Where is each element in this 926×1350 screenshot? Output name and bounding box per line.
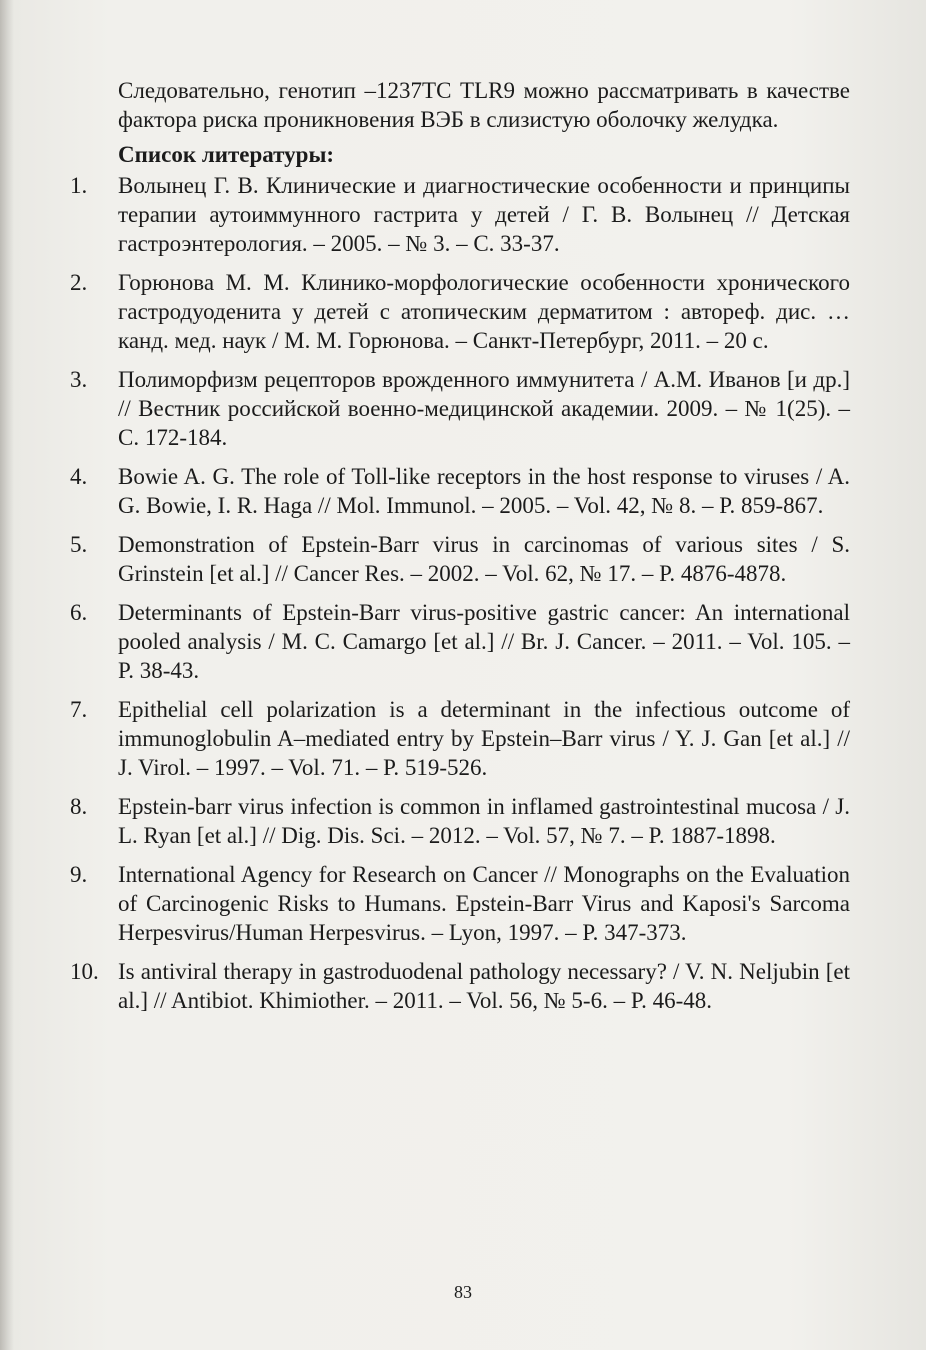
reference-text: Demonstration of Epstein-Barr virus in carcinomas of various sites / S. Grinstein [et al.] // Cancer Res. – 2002. – Vol. 62, № 17. – P. 4876-4878.: [118, 532, 850, 586]
reference-number: 7.: [70, 697, 88, 722]
reference-number: 5.: [70, 532, 88, 557]
page-binding-shadow: [0, 0, 14, 1350]
reference-item: [70, 695, 850, 782]
page-number: 83: [454, 1282, 472, 1302]
reference-number: 3.: [70, 367, 88, 392]
references-heading: Список литературы:: [118, 142, 335, 167]
reference-number: 1.: [70, 173, 88, 198]
reference-item: [70, 365, 850, 452]
reference-text: Determinants of Epstein-Barr virus-positive gastric cancer: An international pooled analysis / M. C. Camargo [et al.] // Br. J. Cancer. – 2011. – Vol. 105. – P. 38-43.: [118, 600, 850, 683]
reference-text: Bowie A. G. The role of Toll-like receptors in the host response to viruses / A. G. Bowie, I. R. Haga // Mol. Immunol. – 2005. – Vol. 42, № 8. – P. 859-867.: [118, 464, 850, 518]
reference-item: [70, 598, 850, 685]
reference-item: [70, 860, 850, 947]
reference-number: 8.: [70, 794, 88, 819]
reference-number: 4.: [70, 464, 88, 489]
reference-text: Горюнова М. М. Клинико-морфологические особенности хронического гастродуоденита у детей с атопическим дерматитом : автореф. дис. … канд. мед. наук / М. М. Горюнова. – Санкт-Петербург, 2011. – 20 с.: [118, 270, 850, 353]
reference-number: 2.: [70, 270, 88, 295]
reference-text: International Agency for Research on Cancer // Monographs on the Evaluation of Carcinogenic Risks to Humans. Epstein-Barr Virus and Kaposi's Sarcoma Herpesvirus/Human Herpesvirus. – Lyon, 1997. – P. 347-373.: [118, 862, 850, 945]
reference-item: [70, 171, 850, 258]
reference-list: [70, 171, 850, 1015]
reference-text: Полиморфизм рецепторов врожденного иммунитета / А.М. Иванов [и др.] // Вестник российской военно-медицинской академии. 2009. – № 1(25). – С. 172-184.: [118, 367, 850, 450]
reference-item: [70, 530, 850, 588]
reference-item: [70, 792, 850, 850]
reference-item: [70, 268, 850, 355]
reference-text: Epithelial cell polarization is a determinant in the infectious outcome of immunoglobulin A–mediated entry by Epstein–Barr virus / Y. J. Gan [et al.] // J. Virol. – 1997. – Vol. 71. – P. 519-526.: [118, 697, 850, 780]
page-content: [70, 76, 850, 1025]
reference-text: Волынец Г. В. Клинические и диагностические особенности и принципы терапии аутоиммунного гастрита у детей / Г. В. Волынец // Детская гастроэнтерология. – 2005. – № 3. – С. 33-37.: [118, 173, 850, 256]
reference-number: 9.: [70, 862, 88, 887]
reference-number: 10.: [70, 959, 99, 984]
reference-item: [70, 957, 850, 1015]
reference-item: [70, 462, 850, 520]
reference-number: 6.: [70, 600, 88, 625]
intro-paragraph: Следовательно, генотип –1237ТС TLR9 можно рассматривать в качестве фактора риска проникновения ВЭБ в слизистую оболочку желудка.: [118, 78, 850, 132]
reference-text: Epstein-barr virus infection is common in inflamed gastrointestinal mucosa / J. L. Ryan [et al.] // Dig. Dis. Sci. – 2012. – Vol. 57, № 7. – P. 1887-1898.: [118, 794, 850, 848]
reference-text: Is antiviral therapy in gastroduodenal pathology necessary? / V. N. Neljubin [et al.] // Antibiot. Khimiother. – 2011. – Vol. 56, № 5-6. – P. 46-48.: [118, 959, 850, 1013]
